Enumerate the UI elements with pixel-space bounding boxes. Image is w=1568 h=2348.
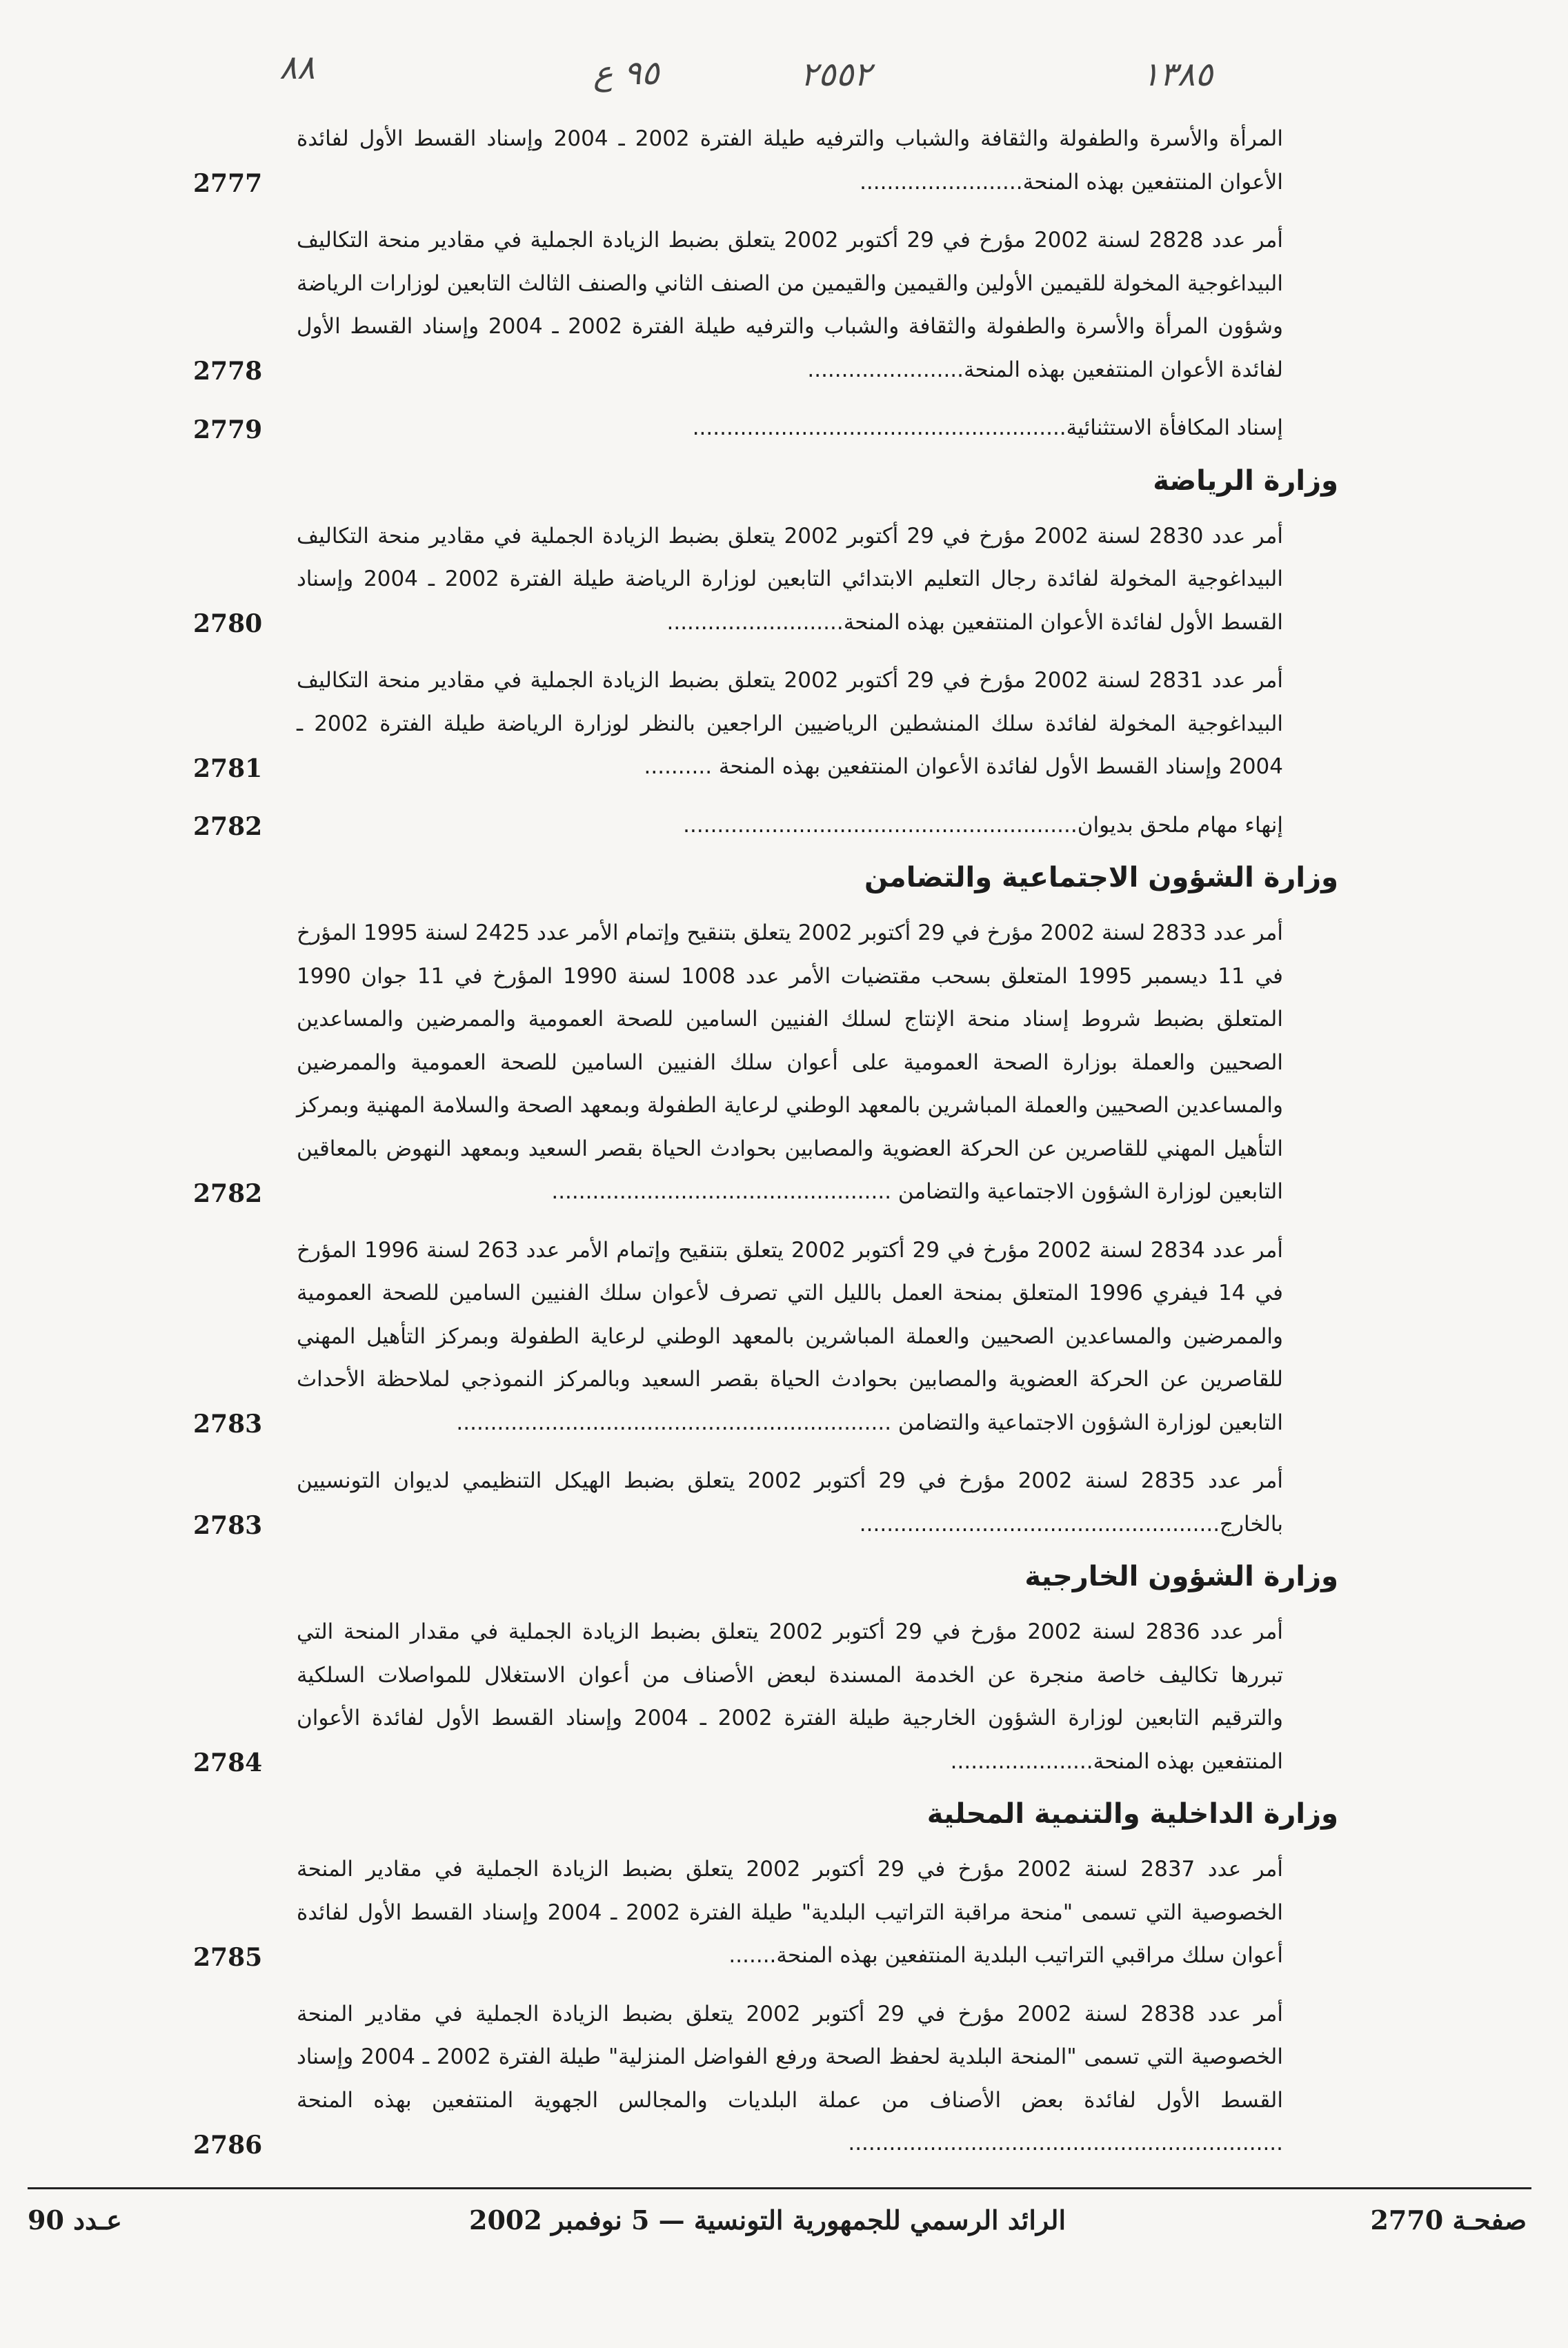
toc-entry-text: إنهاء مهام ملحق بديوان.......................................................... — [683, 812, 1283, 838]
toc-entry[interactable] — [172, 1229, 1338, 1445]
footer-page-number: صفحـة 2770 — [1370, 2204, 1527, 2236]
toc-entry-text: أمر عدد 2828 لسنة 2002 مؤرخ في 29 أكتوبر 2002 يتعلق بضبط الزيادة الجملية في مقادير منحة التكاليف البيداغوجية المخولة للقيمين الأولين والقيمين والقيمين من الصنف الثاني والصنف الثالث التابعين لوزارات الرياضة وشؤون المرأة والأسرة والطفولة والثقافة والشباب والترفيه طيلة الفترة 2002 ـ 2004 وإسناد القسط الأول لفائدة الأعوان المنتفعين بهذه المنحة....................... — [297, 228, 1283, 382]
toc-entry-text: أمر عدد 2836 لسنة 2002 مؤرخ في 29 أكتوبر 2002 يتعلق بضبط الزيادة الجملية في مقدار المنحة التي تبررها تكاليف خاصة منجرة عن الخدمة المسندة لبعض الأصناف من أعوان الاستغلال للمواصلات السلكية والترقيم التابعين لوزارة الشؤون الخارجية طيلة الفترة 2002 ـ 2004 وإسناد القسط الأول لفائدة الأعوان المنتفعين بهذه المنحة..................... — [297, 1619, 1283, 1774]
handwritten-note-3: ٢٥٥٢ — [800, 55, 872, 94]
toc-entry-page: 2781 — [193, 753, 263, 783]
table-of-contents — [172, 117, 1338, 2180]
toc-entry[interactable] — [172, 1459, 1338, 1546]
toc-entry-page: 2777 — [193, 169, 263, 198]
page-footer — [0, 2204, 1568, 2246]
toc-entry-page: 2778 — [193, 357, 263, 386]
toc-entry[interactable] — [172, 406, 1338, 450]
toc-entry-text: أمر عدد 2833 لسنة 2002 مؤرخ في 29 أكتوبر 2002 يتعلق بتنقيح وإتمام الأمر عدد 2425 لسنة 1995 المؤرخ في 11 ديسمبر 1995 المتعلق بسحب مقتضيات الأمر عدد 1008 لسنة 1990 المؤرخ في 11 جوان 1990 المتعلق بضبط شروط إسناد منحة الإنتاج لسلك الفنيين السامين للصحة العمومية والممرضين والمساعدين الصحيين والعملة بوزارة الصحة العمومية على أعوان سلك الفنيين السامين للصحة العمومية والممرضين والمساعدين الصحيين والعملة المباشرين بالمعهد الوطني لرعاية الطفولة وبمعهد الصحة والسلامة المهنية وبمركز التأهيل المهني للقاصرين عن الحركة العضوية والمصابين بحوادث الحياة بقصر السعيد وبمعهد النهوض بالمعاقين التابعين لوزارة الشؤون الاجتماعية والتضامن .................................................. — [297, 920, 1284, 1204]
toc-entry-text: المرأة والأسرة والطفولة والثقافة والشباب والترفيه طيلة الفترة 2002 ـ 2004 وإسناد القسط الأول لفائدة الأعوان المنتفعين بهذه المنحة........................ — [297, 126, 1283, 195]
toc-entry-text: أمر عدد 2835 لسنة 2002 مؤرخ في 29 أكتوبر 2002 يتعلق بضبط الهيكل التنظيمي لديوان التونسيين بالخارج..................................................... — [297, 1468, 1283, 1537]
section-heading-foreign: وزارة الشؤون الخارجية — [1024, 1561, 1338, 1592]
toc-entry-page: 2785 — [193, 1942, 263, 1972]
toc-entry[interactable] — [172, 1848, 1338, 1977]
toc-entry-page: 2779 — [193, 415, 263, 444]
toc-entry-text: أمر عدد 2834 لسنة 2002 مؤرخ في 29 أكتوبر 2002 يتعلق بتنقيح وإتمام الأمر عدد 263 لسنة 1996 المؤرخ في 14 فيفري 1996 المتعلق بمنحة العمل بالليل التي تصرف لأعوان سلك الفنيين السامين للصحة العمومية والممرضين والمساعدين الصحيين والعملة المباشرين بالمعهد الوطني لرعاية الطفولة وبمركز التأهيل المهني للقاصرين عن الحركة العضوية والمصابين بحوادث الحياة بقصر السعيد وبالمركز النموذجي لملاحظة الأحداث التابعين لوزارة الشؤون الاجتماعية والتضامن ................................................................ — [297, 1237, 1283, 1435]
footer-issue-number: عـدد 90 — [28, 2204, 122, 2236]
toc-entry[interactable] — [172, 1610, 1338, 1783]
section-heading-interior: وزارة الداخلية والتنمية المحلية — [926, 1798, 1338, 1830]
footer-journal-title: الرائد الرسمي للجمهورية التونسية — 5 نوفمبر 2002 — [469, 2204, 1066, 2236]
toc-entry[interactable] — [172, 219, 1338, 391]
toc-entry-text: أمر عدد 2837 لسنة 2002 مؤرخ في 29 أكتوبر 2002 يتعلق بضبط الزيادة الجملية في مقادير المنحة الخصوصية التي تسمى "منحة مراقبة التراتيب البلدية" طيلة الفترة 2002 ـ 2004 وإسناد القسط الأول لفائدة أعوان سلك مراقبي التراتيب البلدية المنتفعين بهذه المنحة....... — [297, 1857, 1283, 1968]
toc-entry-page: 2780 — [193, 609, 263, 638]
toc-entry-page: 2783 — [193, 1410, 263, 1439]
footer-rule — [28, 2187, 1531, 2189]
section-heading-sport: وزارة الرياضة — [1153, 464, 1338, 497]
toc-entry-text: أمر عدد 2830 لسنة 2002 مؤرخ في 29 أكتوبر 2002 يتعلق بضبط الزيادة الجملية في مقادير منحة التكاليف البيداغوجية المخولة لفائدة رجال التعليم الابتدائي التابعين لوزارة الرياضة طيلة الفترة 2002 ـ 2004 وإسناد القسط الأول لفائدة الأعوان المنتفعين بهذه المنحة.......................... — [297, 523, 1283, 635]
toc-entry[interactable] — [172, 1993, 1338, 2165]
toc-entry-page: 2784 — [193, 1748, 263, 1777]
toc-entry-page: 2782 — [193, 812, 263, 841]
toc-entry-page: 2782 — [193, 1178, 263, 1208]
toc-entry-text: إسناد المكافأة الاستثنائية....................................................... — [692, 415, 1283, 440]
handwritten-note-2: ٩٥ ع — [593, 54, 659, 92]
toc-entry-text: أمر عدد 2838 لسنة 2002 مؤرخ في 29 أكتوبر 2002 يتعلق بضبط الزيادة الجملية في مقادير المنحة الخصوصية التي تسمى "المنحة البلدية لحفظ الصحة ورفع الفواضل المنزلية" طيلة الفترة 2002 ـ 2004 وإسناد القسط الأول لفائدة بعض الأصناف من عملة البلديات والمجالس الجهوية المنتفعين بهذه المنحة ................................................................ — [297, 2001, 1283, 2155]
toc-entry[interactable] — [172, 659, 1338, 789]
handwritten-note-1: ٨٨ — [279, 48, 315, 87]
toc-entry-text: أمر عدد 2831 لسنة 2002 مؤرخ في 29 أكتوبر 2002 يتعلق بضبط الزيادة الجملية في مقادير منحة التكاليف البيداغوجية المخولة لفائدة سلك المنشطين الرياضيين الراجعين بالنظر لوزارة الرياضة طيلة الفترة 2002 ـ 2004 وإسناد القسط الأول لفائدة الأعوان المنتفعين بهذه المنحة .......... — [297, 668, 1283, 779]
toc-entry-page: 2786 — [193, 2130, 263, 2160]
toc-entry[interactable] — [172, 117, 1338, 204]
toc-entry[interactable] — [172, 804, 1338, 847]
section-heading-social: وزارة الشؤون الاجتماعية والتضامن — [864, 862, 1338, 894]
toc-entry[interactable] — [172, 911, 1338, 1214]
handwritten-note-4: ١٣٨٥ — [1142, 55, 1213, 94]
toc-entry-page: 2783 — [193, 1511, 263, 1540]
toc-entry[interactable] — [172, 515, 1338, 644]
